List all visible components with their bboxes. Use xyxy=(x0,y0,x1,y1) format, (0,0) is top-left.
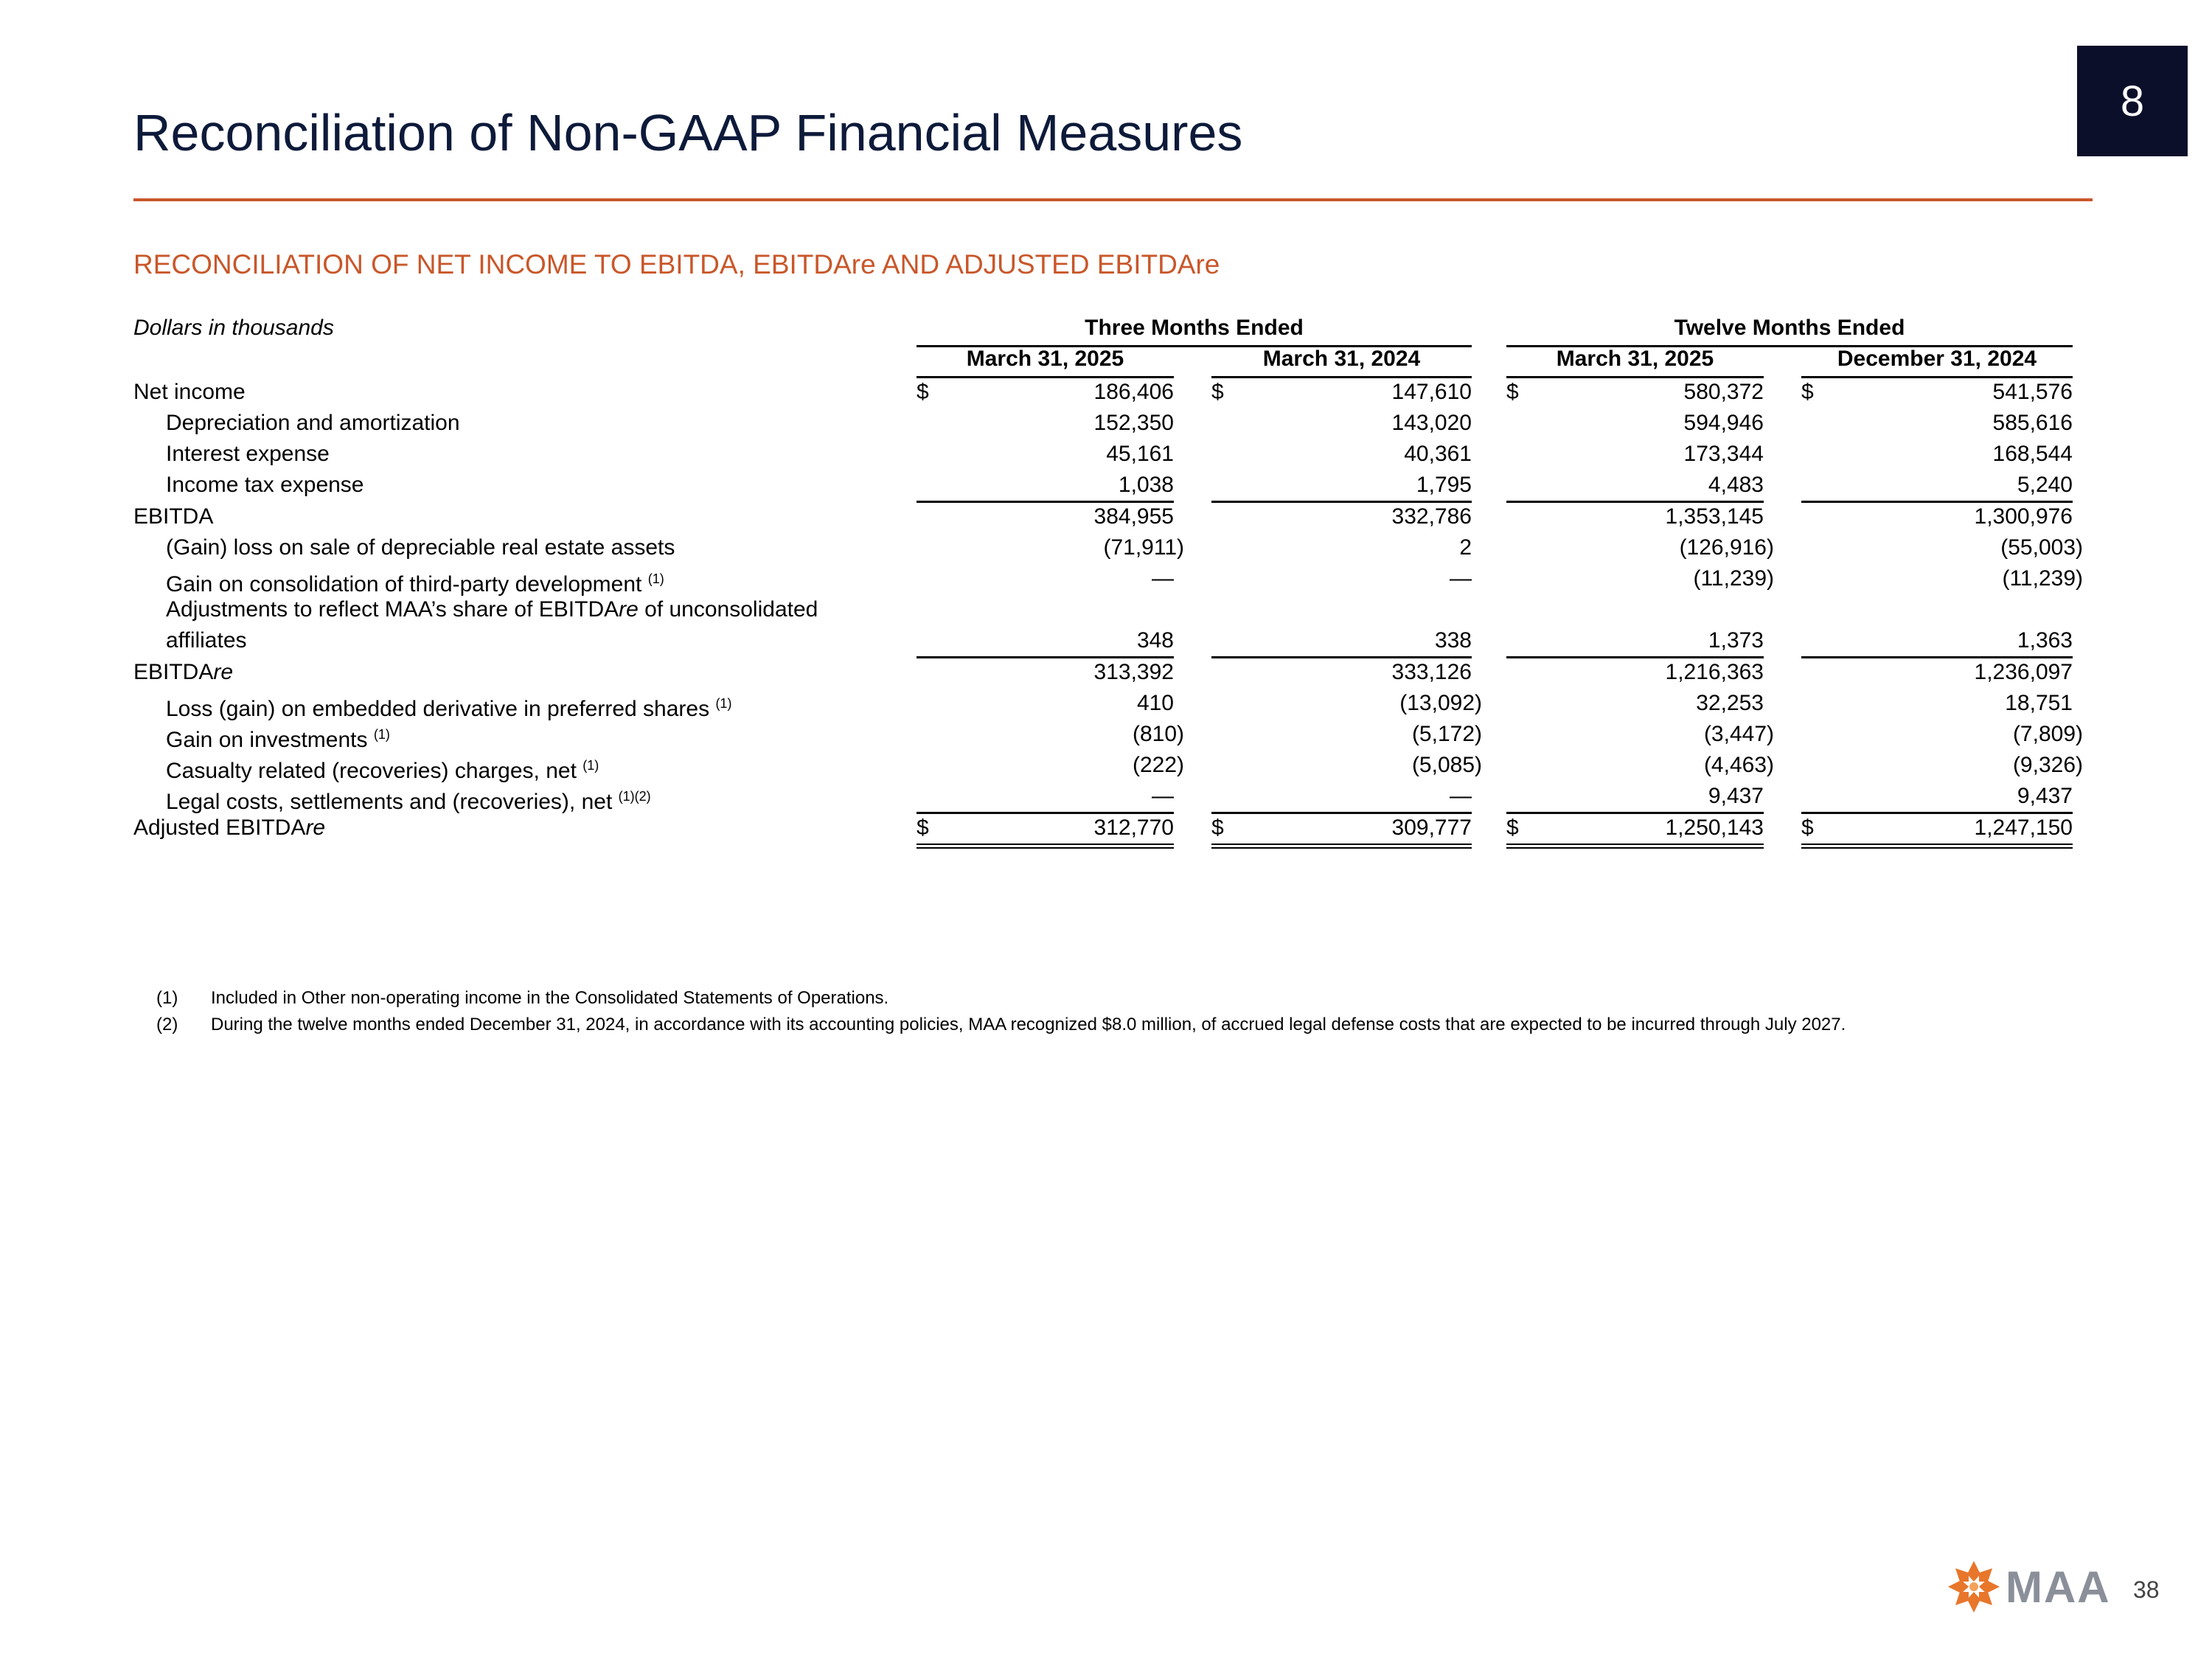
row-label: Legal costs, settlements and (recoveries), net $^{(1)(2)}$ xyxy=(166,789,651,814)
row-label: Depreciation and amortization xyxy=(166,411,460,435)
table-row xyxy=(133,563,2083,597)
value-cell: (5,085) xyxy=(1411,753,1482,777)
value-cell: 143,020 xyxy=(1391,411,1472,435)
maa-logo xyxy=(1947,1559,2111,1614)
value-cell: 9,437 xyxy=(1506,781,1764,814)
page-number: 38 xyxy=(2133,1576,2160,1603)
value-cell: (810) xyxy=(1132,722,1184,746)
value-cell: — xyxy=(1152,566,1174,591)
table-row xyxy=(133,625,2080,656)
value-cell: 333,126 xyxy=(1391,660,1472,684)
value-cell: 313,392 xyxy=(1093,660,1174,684)
value-cell: $ 541,576 xyxy=(1801,380,2073,404)
column-header-q1-2025 xyxy=(917,347,1174,372)
value-cell: (71,911) xyxy=(1103,535,1184,560)
row-label: Interest expense xyxy=(166,442,330,466)
value-cell: $ 309,777 xyxy=(1211,813,1472,849)
value-cell: 4,483 xyxy=(1506,470,1764,503)
column-header-label: March 31, 2024 xyxy=(1262,347,1421,371)
row-label: EBITDAre xyxy=(133,660,234,684)
units-label: Dollars in thousands xyxy=(133,316,334,340)
row-label-line1: Adjustments to reflect MAA’s share of EBITDAre of unconsolidated xyxy=(166,597,818,622)
table-row xyxy=(133,688,2080,719)
table-row-label-line xyxy=(133,594,2080,625)
column-header-label: March 31, 2025 xyxy=(966,347,1124,371)
value-cell: (5,172) xyxy=(1411,722,1482,746)
value-cell: 1,373 xyxy=(1506,625,1764,658)
row-label: Income tax expense xyxy=(166,473,364,497)
column-header-label: March 31, 2025 xyxy=(1556,347,1714,371)
value-cell: 40,361 xyxy=(1404,442,1472,466)
logo-text: MAA xyxy=(2006,1562,2111,1612)
footnote: (1) Included in Other non-operating income in the Consolidated Statements of Operations. xyxy=(156,988,889,1008)
row-label: Gain on consolidation of third-party development $^{(1)}$ xyxy=(166,571,664,597)
value-cell: 348 xyxy=(917,625,1174,658)
value-cell: $ 147,610 xyxy=(1211,380,1472,404)
value-cell: (13,092) xyxy=(1399,691,1482,715)
value-cell: 1,795 xyxy=(1211,470,1472,503)
value-cell: 338 xyxy=(1211,625,1472,658)
group-header-twelve-months xyxy=(1506,316,2073,341)
value-cell: (11,239) xyxy=(2002,566,2083,591)
page-title: Reconciliation of Non-GAAP Financial Measures xyxy=(133,104,1243,161)
value-cell: (222) xyxy=(1132,753,1184,777)
value-cell: — xyxy=(1211,781,1472,814)
table-row xyxy=(133,439,2080,470)
value-cell: (55,003) xyxy=(2000,535,2083,560)
value-cell: 410 xyxy=(1136,691,1174,715)
row-label: Casualty related (recoveries) charges, net $^{(1)}$ xyxy=(166,758,599,783)
column-header-ttm-dec-2024 xyxy=(1801,347,2073,372)
column-header-label: December 31, 2024 xyxy=(1837,347,2037,371)
footnote: (2) During the twelve months ended December 31, 2024, in accordance with its accounting policies, MAA recognized $8.0 million, of accrued legal defense costs that are expected to be incurred through July 2027. xyxy=(156,1015,1846,1034)
group-header-label: Three Months Ended xyxy=(1085,316,1304,340)
value-cell: 2 xyxy=(1459,535,1472,560)
row-label: EBITDA xyxy=(133,504,214,529)
value-cell: 32,253 xyxy=(1696,691,1764,715)
row-label: Gain on investments $^{(1)}$ xyxy=(166,727,390,752)
row-label: Loss (gain) on embedded derivative in preferred shares $^{(1)}$ xyxy=(166,696,732,721)
value-cell: 173,344 xyxy=(1683,442,1764,466)
group-header-label: Twelve Months Ended xyxy=(1674,316,1905,340)
table-row xyxy=(133,470,2080,501)
value-cell: 168,544 xyxy=(1992,442,2073,466)
value-cell: 152,350 xyxy=(1093,411,1174,435)
value-cell: 1,300,976 xyxy=(1974,504,2073,529)
row-label: Adjusted EBITDAre xyxy=(133,815,326,840)
table-row xyxy=(133,408,2080,439)
value-cell: $ 186,406 xyxy=(917,380,1174,404)
value-cell: 45,161 xyxy=(1106,442,1174,466)
value-cell: 585,616 xyxy=(1992,411,2073,435)
value-cell: 1,353,145 xyxy=(1665,504,1764,529)
value-cell: 1,216,363 xyxy=(1665,660,1764,684)
row-label: Net income xyxy=(133,380,246,404)
maa-logo-icon xyxy=(1947,1559,2001,1614)
value-cell: (126,916) xyxy=(1679,535,1774,560)
value-cell: 18,751 xyxy=(2005,691,2073,715)
value-cell: 384,955 xyxy=(1093,504,1174,529)
value-cell: $ 312,770 xyxy=(917,813,1174,849)
table-row xyxy=(133,532,2083,563)
value-cell: (11,239) xyxy=(1693,566,1774,591)
table-subtitle: RECONCILIATION OF NET INCOME TO EBITDA, EBITDAre AND ADJUSTED EBITDAre xyxy=(133,249,1220,279)
table-row xyxy=(133,501,2080,532)
value-cell: 1,363 xyxy=(1801,625,2073,658)
value-cell: (9,326) xyxy=(2012,753,2083,777)
table-row xyxy=(133,377,2080,408)
table-row xyxy=(133,657,2080,688)
title-divider xyxy=(133,198,2093,201)
value-cell: (3,447) xyxy=(1703,722,1774,746)
column-header-ttm-mar-2025 xyxy=(1506,347,1764,372)
value-cell: 9,437 xyxy=(1801,781,2073,814)
section-badge: 8 xyxy=(2077,46,2188,156)
table-row xyxy=(133,750,2083,783)
value-cell: (4,463) xyxy=(1703,753,1774,777)
group-header-three-months xyxy=(917,316,1472,341)
value-cell: $ 1,247,150 xyxy=(1801,813,2073,849)
table-row xyxy=(133,781,2080,812)
column-header-q1-2024 xyxy=(1211,347,1472,372)
value-cell: 332,786 xyxy=(1391,504,1472,529)
table-row xyxy=(133,719,2083,752)
value-cell: (7,809) xyxy=(2012,722,2083,746)
value-cell: $ 580,372 xyxy=(1506,380,1764,404)
value-cell: 594,946 xyxy=(1683,411,1764,435)
value-cell: — xyxy=(1450,566,1472,591)
value-cell: 1,038 xyxy=(917,470,1174,503)
value-cell: — xyxy=(917,781,1174,814)
value-cell: 1,236,097 xyxy=(1974,660,2073,684)
row-label: affiliates xyxy=(166,628,247,653)
value-cell: $ 1,250,143 xyxy=(1506,813,1764,849)
row-label: (Gain) loss on sale of depreciable real estate assets xyxy=(166,535,675,560)
table-row-total xyxy=(133,813,2080,844)
value-cell: 5,240 xyxy=(1801,470,2073,503)
